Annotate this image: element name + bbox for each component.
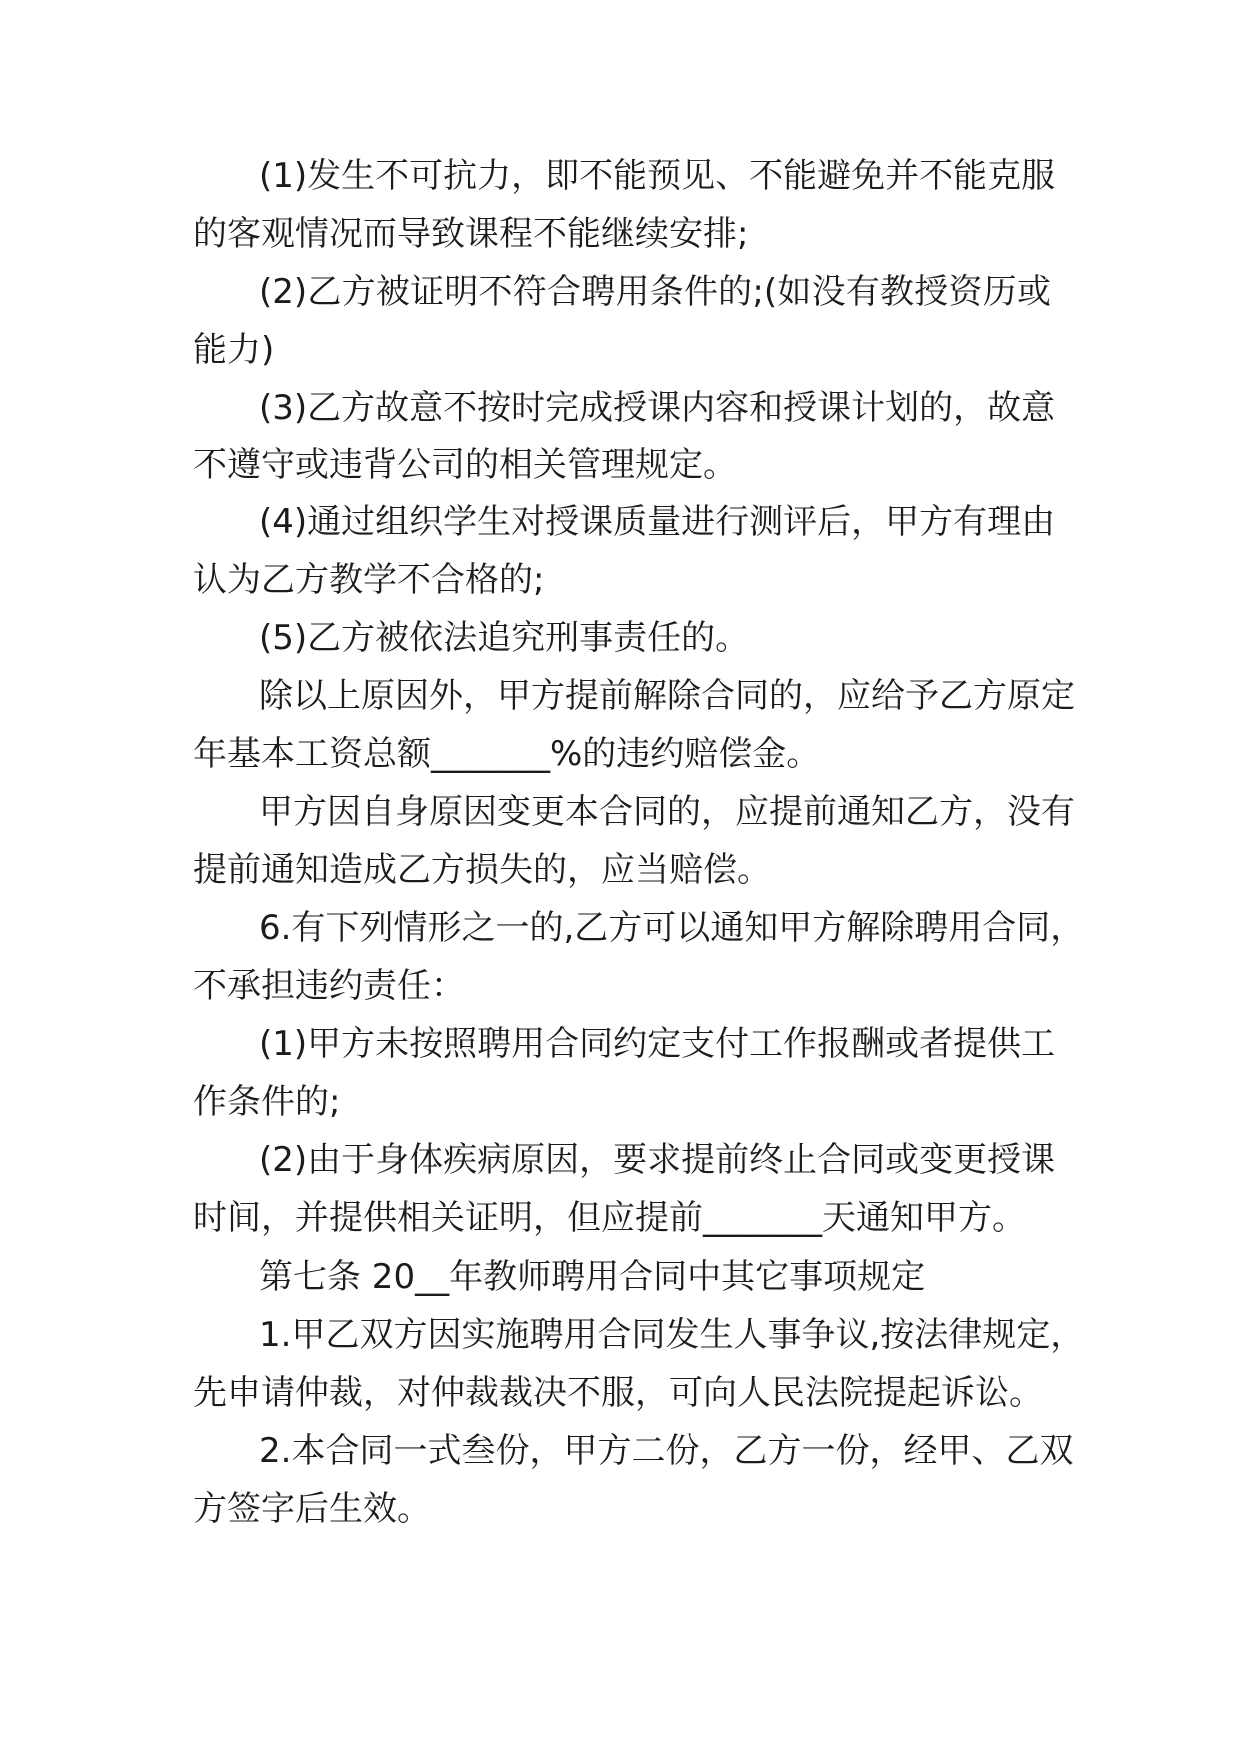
text-line: (2)乙方被证明不符合聘用条件的;(如没有教授资历或: [259, 272, 1051, 312]
text-line: 的客观情况而导致课程不能继续安排;: [193, 214, 749, 254]
text-line: (5)乙方被依法追究刑事责任的。: [259, 618, 750, 658]
text-line: (1)甲方未按照聘用合同约定支付工作报酬或者提供工: [259, 1024, 1056, 1064]
text-line: 甲方因自身原因变更本合同的，应提前通知乙方，没有: [259, 792, 1075, 832]
text-line: 不承担违约责任：: [193, 966, 465, 1006]
text-line: 先申请仲裁，对仲裁裁决不服，可向人民法院提起诉讼。: [193, 1373, 1043, 1413]
text-line: 第七条 20__年教师聘用合同中其它事项规定: [259, 1257, 926, 1297]
text-line: 能力): [193, 330, 275, 370]
text-line: (2)由于身体疾病原因，要求提前终止合同或变更授课: [259, 1140, 1056, 1180]
text-line: 提前通知造成乙方损失的，应当赔偿。: [193, 850, 771, 890]
text-line: 方签字后生效。: [193, 1489, 431, 1529]
text-line: 1.甲乙双方因实施聘用合同发生人事争议,按法律规定，: [259, 1315, 1085, 1355]
text-line: 除以上原因外，甲方提前解除合同的，应给予乙方原定: [259, 676, 1075, 716]
text-line: 作条件的;: [193, 1082, 341, 1122]
text-line: (1)发生不可抗力，即不能预见、不能避免并不能克服: [259, 156, 1056, 196]
text-line: 时间，并提供相关证明，但应提前_______天通知甲方。: [193, 1198, 1026, 1238]
text-line: 不遵守或违背公司的相关管理规定。: [193, 445, 737, 485]
text-line: (4)通过组织学生对授课质量进行测评后，甲方有理由: [259, 502, 1056, 542]
text-line: 年基本工资总额_______%的违约赔偿金。: [193, 734, 821, 774]
text-line: 认为乙方教学不合格的;: [193, 560, 545, 600]
text-line: (3)乙方故意不按时完成授课内容和授课计划的，故意: [259, 388, 1056, 428]
text-line: 6.有下列情形之一的,乙方可以通知甲方解除聘用合同，: [259, 908, 1085, 948]
text-line: 2.本合同一式叁份，甲方二份，乙方一份，经甲、乙双: [259, 1431, 1074, 1471]
